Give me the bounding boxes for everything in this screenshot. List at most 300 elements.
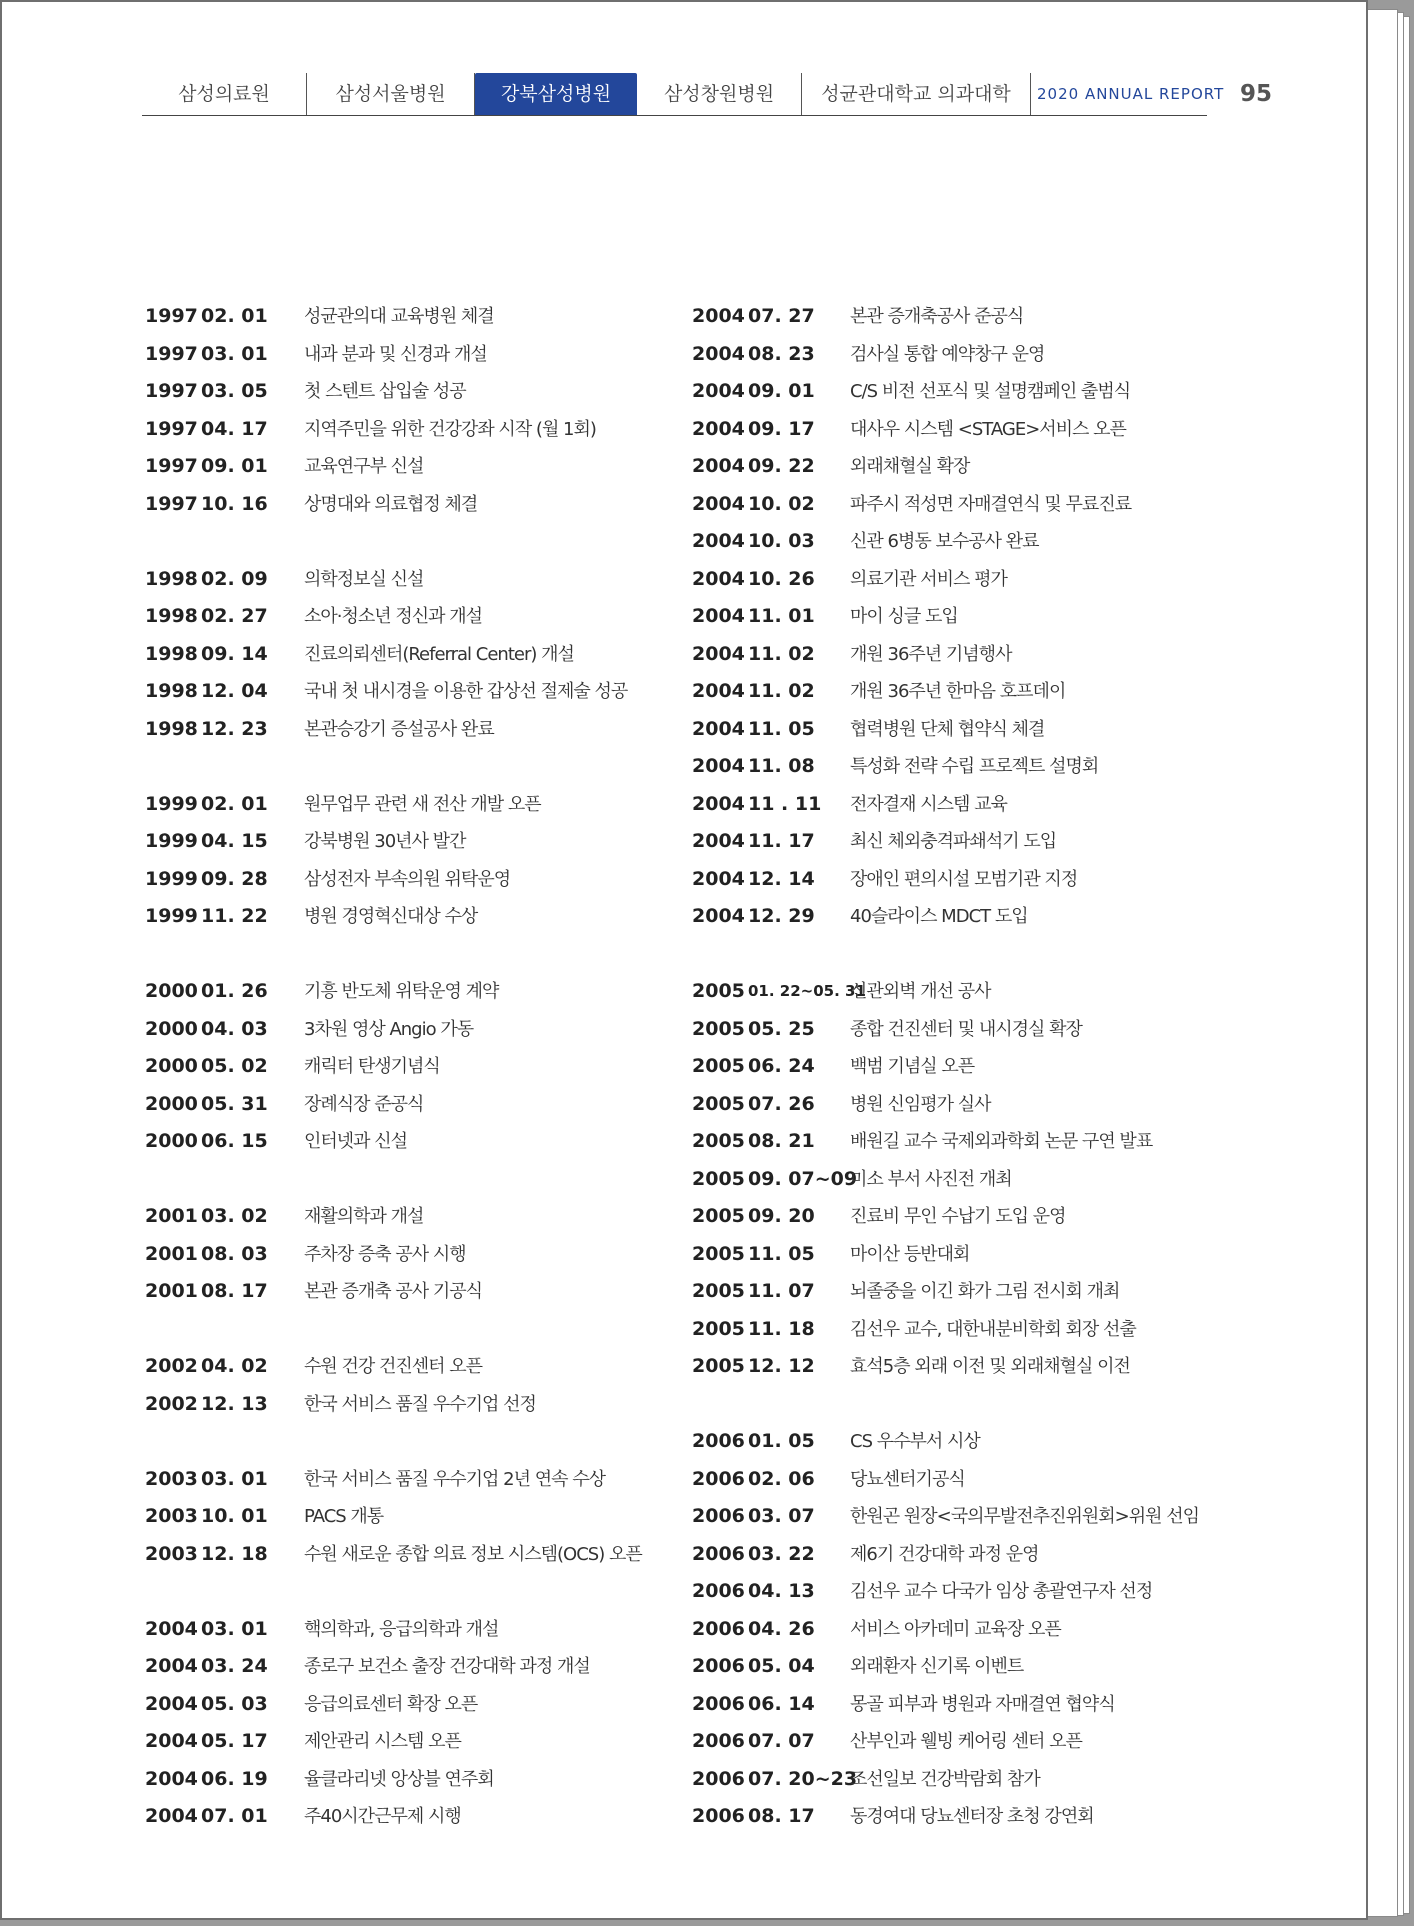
timeline-entry bbox=[692, 1798, 1252, 1836]
entry-year: 2005 bbox=[692, 1317, 745, 1340]
entry-year: 2006 bbox=[692, 1692, 745, 1715]
timeline-entry bbox=[692, 1348, 1252, 1386]
entry-year: 2004 bbox=[692, 417, 745, 440]
entry-date: 09. 28 bbox=[201, 867, 268, 890]
timeline-entry bbox=[145, 1611, 675, 1649]
entry-date: 07. 27 bbox=[748, 305, 815, 327]
tab-samsung-seoul-hospital[interactable]: 삼성서울병원 bbox=[307, 73, 475, 115]
entry-date: 01. 26 bbox=[201, 980, 268, 1002]
entry-event: 검사실 통합 예약창구 운영 bbox=[850, 343, 1045, 365]
entry-year: 2004 bbox=[692, 717, 745, 740]
entry-year: 2002 bbox=[145, 1392, 198, 1415]
entry-year: 2006 bbox=[692, 1730, 745, 1752]
entry-event: 한국 서비스 품질 우수기업 2년 연속 수상 bbox=[304, 1468, 605, 1490]
entry-year: 1999 bbox=[145, 830, 198, 852]
entry-year: 2006 bbox=[692, 1617, 745, 1640]
entry-year: 2004 bbox=[692, 830, 745, 852]
entry-event: 3차원 영상 Angio 가동 bbox=[304, 1018, 474, 1040]
entry-date: 11. 02 bbox=[748, 642, 815, 665]
timeline-entry bbox=[692, 748, 1252, 786]
entry-year: 2002 bbox=[145, 1355, 198, 1377]
entry-year: 1998 bbox=[145, 717, 198, 740]
entry-year: 2001 bbox=[145, 1205, 198, 1227]
entry-date: 11. 22 bbox=[201, 905, 268, 927]
entry-date: 09. 17 bbox=[748, 417, 815, 440]
entry-year: 2004 bbox=[145, 1692, 198, 1715]
timeline-entry bbox=[692, 1161, 1252, 1199]
entry-year: 2004 bbox=[692, 867, 745, 890]
entry-event: 응급의료센터 확장 오픈 bbox=[304, 1693, 478, 1715]
entry-year: 2004 bbox=[692, 642, 745, 665]
entry-year: 2006 bbox=[692, 1655, 745, 1677]
timeline-entry bbox=[692, 711, 1252, 749]
entry-date: 05. 17 bbox=[201, 1730, 268, 1752]
timeline-entry bbox=[692, 1686, 1252, 1724]
entry-year: 2006 bbox=[692, 1467, 745, 1490]
entry-year: 2004 bbox=[692, 792, 745, 815]
timeline-spacer bbox=[145, 1573, 675, 1611]
timeline-entry bbox=[145, 336, 675, 374]
timeline-entry bbox=[145, 973, 675, 1011]
entry-date: 07. 26 bbox=[748, 1092, 815, 1115]
entry-event: C/S 비전 선포식 및 설명캠페인 출범식 bbox=[850, 381, 1131, 402]
timeline-entry bbox=[145, 1798, 675, 1836]
entry-year: 2004 bbox=[692, 755, 745, 777]
entry-event: 최신 체외충격파쇄석기 도입 bbox=[850, 831, 1057, 852]
entry-year: 2004 bbox=[692, 342, 745, 365]
entry-year: 1998 bbox=[145, 680, 198, 702]
timeline-entry bbox=[692, 598, 1252, 636]
entry-date: 01. 22~05. 31 bbox=[748, 982, 866, 1000]
entry-date: 04. 26 bbox=[748, 1617, 815, 1640]
entry-event: 수원 건강 건진센터 오픈 bbox=[304, 1356, 483, 1377]
entry-year: 2004 bbox=[145, 1805, 198, 1827]
entry-event: 첫 스텐트 삽입술 성공 bbox=[304, 381, 466, 402]
entry-date: 09. 01 bbox=[748, 380, 815, 402]
entry-year: 2005 bbox=[692, 1167, 745, 1190]
entry-year: 1997 bbox=[145, 455, 198, 477]
timeline-spacer bbox=[145, 1161, 675, 1199]
entry-date: 02. 27 bbox=[201, 605, 268, 627]
entry-year: 1998 bbox=[145, 642, 198, 665]
timeline-entry bbox=[692, 823, 1252, 861]
entry-event: 외래채혈실 확장 bbox=[850, 456, 970, 477]
entry-event: 동경여대 당뇨센터장 초청 강연회 bbox=[850, 1806, 1094, 1827]
entry-date: 12. 29 bbox=[748, 905, 815, 927]
entry-year: 2004 bbox=[692, 455, 745, 477]
entry-date: 01. 05 bbox=[748, 1430, 815, 1452]
entry-event: 산부인과 웰빙 케어링 센터 오픈 bbox=[850, 1731, 1082, 1752]
entry-year: 2006 bbox=[692, 1767, 745, 1790]
entry-date: 07. 01 bbox=[201, 1805, 268, 1827]
section-tabs bbox=[142, 73, 1031, 115]
entry-event: 진료의뢰센터(Referral Center) 개설 bbox=[304, 643, 574, 665]
entry-event: 내과 분과 및 신경과 개설 bbox=[304, 343, 487, 365]
timeline-spacer bbox=[145, 523, 675, 561]
entry-year: 2000 bbox=[145, 1017, 198, 1040]
entry-year: 2005 bbox=[692, 1280, 745, 1302]
entry-date: 03. 01 bbox=[201, 1617, 268, 1640]
timeline-entry bbox=[692, 1236, 1252, 1274]
entry-year: 2004 bbox=[692, 530, 745, 552]
entry-date: 11. 17 bbox=[748, 830, 815, 852]
tab-samsung-medical-center[interactable]: 삼성의료원 bbox=[142, 73, 307, 115]
timeline-entry bbox=[145, 598, 675, 636]
entry-date: 05. 25 bbox=[748, 1017, 815, 1040]
entry-date: 03. 24 bbox=[201, 1655, 268, 1677]
entry-date: 05. 02 bbox=[201, 1055, 268, 1077]
entry-event: 진료비 무인 수납기 도입 운영 bbox=[850, 1206, 1066, 1227]
timeline-entry bbox=[692, 298, 1252, 336]
entry-date: 08. 17 bbox=[748, 1805, 815, 1827]
timeline-entry bbox=[145, 1198, 675, 1236]
timeline-entry bbox=[692, 973, 1252, 1011]
entry-year: 1997 bbox=[145, 417, 198, 440]
timeline-entry bbox=[692, 336, 1252, 374]
entry-event: 장애인 편의시설 모범기관 지정 bbox=[850, 868, 1078, 890]
timeline-entry bbox=[145, 1273, 675, 1311]
timeline-entry bbox=[145, 561, 675, 599]
entry-event: 기흥 반도체 위탁운영 계약 bbox=[304, 981, 499, 1002]
timeline-entry bbox=[145, 298, 675, 336]
entry-event: 캐릭터 탄생기념식 bbox=[304, 1056, 440, 1077]
entry-event: 의료기관 서비스 평가 bbox=[850, 568, 1007, 590]
entry-event: 몽골 피부과 병원과 자매결연 협약식 bbox=[850, 1693, 1115, 1715]
entry-date: 07. 20~23 bbox=[748, 1767, 858, 1790]
entry-event: 김선우 교수 다국가 임상 총괄연구자 선정 bbox=[850, 1581, 1153, 1602]
timeline-entry bbox=[692, 1498, 1252, 1536]
entry-year: 1999 bbox=[145, 905, 198, 927]
entry-event: 교육연구부 신설 bbox=[304, 456, 424, 477]
entry-date: 09. 20 bbox=[748, 1205, 815, 1227]
entry-year: 2004 bbox=[145, 1655, 198, 1677]
entry-event: 개원 36주년 한마음 호프데이 bbox=[850, 681, 1066, 702]
timeline-entry bbox=[692, 523, 1252, 561]
page-header bbox=[142, 73, 1277, 117]
timeline-entry bbox=[692, 786, 1252, 824]
entry-event: 율클라리넷 앙상블 연주회 bbox=[304, 1768, 494, 1790]
entry-year: 2004 bbox=[145, 1767, 198, 1790]
entry-event: 미소 부서 사진전 개최 bbox=[850, 1168, 1012, 1190]
entry-year: 2005 bbox=[692, 1017, 745, 1040]
timeline-entry bbox=[692, 1273, 1252, 1311]
timeline-entry bbox=[145, 373, 675, 411]
entry-date: 08. 03 bbox=[201, 1242, 268, 1265]
entry-year: 2004 bbox=[145, 1617, 198, 1640]
entry-event: 성균관의대 교육병원 체결 bbox=[304, 306, 494, 327]
entry-year: 2004 bbox=[692, 380, 745, 402]
entry-year: 2005 bbox=[692, 1130, 745, 1152]
entry-year: 2000 bbox=[145, 1092, 198, 1115]
entry-year: 2004 bbox=[692, 305, 745, 327]
entry-date: 12. 23 bbox=[201, 717, 268, 740]
timeline-entry bbox=[145, 1536, 675, 1574]
timeline-entry bbox=[692, 561, 1252, 599]
entry-date: 11. 05 bbox=[748, 1242, 815, 1265]
timeline-entry bbox=[692, 1086, 1252, 1124]
entry-date: 05. 31 bbox=[201, 1092, 268, 1115]
entry-date: 05. 03 bbox=[201, 1692, 268, 1715]
entry-event: 외래환자 신기록 이벤트 bbox=[850, 1656, 1024, 1677]
entry-event: 뇌졸중을 이긴 화가 그림 전시회 개최 bbox=[850, 1281, 1120, 1302]
timeline-entry bbox=[145, 1123, 675, 1161]
timeline-entry bbox=[145, 486, 675, 524]
timeline-entry bbox=[692, 1611, 1252, 1649]
entry-year: 2001 bbox=[145, 1242, 198, 1265]
timeline-entry bbox=[692, 1761, 1252, 1799]
entry-year: 1997 bbox=[145, 342, 198, 365]
entry-year: 2005 bbox=[692, 980, 745, 1002]
timeline-entry bbox=[145, 1348, 675, 1386]
entry-event: 신관 6병동 보수공사 완료 bbox=[850, 531, 1039, 552]
entry-event: 장례식장 준공식 bbox=[304, 1093, 424, 1115]
entry-date: 03. 02 bbox=[201, 1205, 268, 1227]
entry-event: 주차장 증축 공사 시행 bbox=[304, 1243, 466, 1265]
timeline-entry bbox=[692, 1423, 1252, 1461]
entry-event: 상명대와 의료협정 체결 bbox=[304, 493, 478, 515]
entry-event: 본관승강기 증설공사 완료 bbox=[304, 718, 494, 740]
entry-year: 2006 bbox=[692, 1542, 745, 1565]
entry-year: 2000 bbox=[145, 1130, 198, 1152]
timeline-entry bbox=[692, 861, 1252, 899]
timeline-entry bbox=[145, 1761, 675, 1799]
timeline-entry bbox=[145, 1686, 675, 1724]
entry-date: 04. 15 bbox=[201, 830, 268, 852]
timeline-entry bbox=[145, 1723, 675, 1761]
entry-event: 병원 신임평가 실사 bbox=[850, 1093, 991, 1115]
timeline-entry bbox=[145, 673, 675, 711]
timeline-entry bbox=[692, 1723, 1252, 1761]
timeline-entry bbox=[145, 711, 675, 749]
timeline-entry bbox=[145, 1048, 675, 1086]
entry-event: 인터넷과 신설 bbox=[304, 1131, 408, 1152]
timeline-entry bbox=[692, 373, 1252, 411]
timeline-entry bbox=[692, 673, 1252, 711]
entry-date: 08. 21 bbox=[748, 1130, 815, 1152]
entry-event: 병원 경영혁신대상 수상 bbox=[304, 906, 478, 927]
entry-event: 의학정보실 신설 bbox=[304, 568, 424, 590]
entry-year: 2003 bbox=[145, 1542, 198, 1565]
entry-date: 06. 15 bbox=[201, 1130, 268, 1152]
entry-year: 2006 bbox=[692, 1580, 745, 1602]
entry-event: 협력병원 단체 협약식 체결 bbox=[850, 718, 1045, 740]
timeline-column-right bbox=[692, 298, 1252, 1836]
entry-date: 02. 01 bbox=[201, 305, 268, 327]
entry-year: 2005 bbox=[692, 1205, 745, 1227]
entry-event: 조선일보 건강박람회 참가 bbox=[850, 1768, 1040, 1790]
entry-date: 08. 23 bbox=[748, 342, 815, 365]
timeline-entry bbox=[692, 1048, 1252, 1086]
entry-date: 09. 01 bbox=[201, 455, 268, 477]
tab-kangbuk-samsung-hospital[interactable]: 강북삼성병원 bbox=[475, 73, 637, 115]
entry-date: 10. 03 bbox=[748, 530, 815, 552]
entry-event: 원무업무 관련 새 전산 개발 오픈 bbox=[304, 793, 541, 815]
entry-year: 1999 bbox=[145, 792, 198, 815]
entry-date: 12. 12 bbox=[748, 1355, 815, 1377]
entry-year: 1998 bbox=[145, 605, 198, 627]
entry-date: 10. 16 bbox=[201, 492, 268, 515]
entry-date: 02. 01 bbox=[201, 792, 268, 815]
entry-date: 12. 04 bbox=[201, 680, 268, 702]
timeline-entry bbox=[145, 1011, 675, 1049]
timeline-entry bbox=[692, 1573, 1252, 1611]
entry-event: 한국 서비스 품질 우수기업 선정 bbox=[304, 1393, 536, 1415]
timeline-entry bbox=[145, 823, 675, 861]
entry-date: 12. 18 bbox=[201, 1542, 268, 1565]
timeline-entry bbox=[145, 1461, 675, 1499]
entry-date: 11. 07 bbox=[748, 1280, 815, 1302]
entry-year: 2005 bbox=[692, 1092, 745, 1115]
entry-event: 전자결재 시스템 교육 bbox=[850, 793, 1007, 815]
entry-date: 11. 18 bbox=[748, 1317, 815, 1340]
entry-date: 11. 08 bbox=[748, 755, 815, 777]
entry-date: 11. 05 bbox=[748, 717, 815, 740]
timeline-entry bbox=[692, 411, 1252, 449]
entry-event: 종로구 보건소 출장 건강대학 과정 개설 bbox=[304, 1656, 590, 1677]
timeline-spacer bbox=[145, 1423, 675, 1461]
entry-event: 소아·청소년 정신과 개설 bbox=[304, 606, 483, 627]
timeline-entry bbox=[145, 448, 675, 486]
entry-year: 2001 bbox=[145, 1280, 198, 1302]
timeline-entry bbox=[692, 1461, 1252, 1499]
entry-date: 04. 13 bbox=[748, 1580, 815, 1602]
entry-date: 06. 14 bbox=[748, 1692, 815, 1715]
timeline-spacer bbox=[145, 748, 675, 786]
entry-date: 07. 07 bbox=[748, 1730, 815, 1752]
entry-event: 40슬라이스 MDCT 도입 bbox=[850, 906, 1028, 927]
entry-date: 11 . 11 bbox=[748, 792, 822, 815]
timeline-entry bbox=[145, 861, 675, 899]
entry-year: 2006 bbox=[692, 1805, 745, 1827]
entry-year: 2003 bbox=[145, 1505, 198, 1527]
entry-event: 파주시 적성면 자매결연식 및 무료진료 bbox=[850, 493, 1132, 515]
entry-year: 2000 bbox=[145, 980, 198, 1002]
timeline-entry bbox=[692, 636, 1252, 674]
entry-event: 효석5층 외래 이전 및 외래채혈실 이전 bbox=[850, 1356, 1130, 1377]
entry-year: 2003 bbox=[145, 1467, 198, 1490]
entry-event: 종합 건진센터 및 내시경실 확장 bbox=[850, 1018, 1082, 1040]
entry-year: 2004 bbox=[145, 1730, 198, 1752]
entry-date: 06. 24 bbox=[748, 1055, 815, 1077]
timeline-entry bbox=[692, 1123, 1252, 1161]
entry-year: 2006 bbox=[692, 1505, 745, 1527]
entry-date: 10. 02 bbox=[748, 492, 815, 515]
entry-year: 2006 bbox=[692, 1430, 745, 1452]
report-title: 2020 ANNUAL REPORT bbox=[1037, 85, 1225, 103]
timeline-entry bbox=[692, 1536, 1252, 1574]
entry-year: 2004 bbox=[692, 680, 745, 702]
page-number: 95 bbox=[1240, 81, 1273, 107]
entry-event: 특성화 전략 수립 프로젝트 설명회 bbox=[850, 756, 1099, 777]
entry-year: 1999 bbox=[145, 867, 198, 890]
timeline-entry bbox=[145, 1498, 675, 1536]
entry-date: 04. 02 bbox=[201, 1355, 268, 1377]
entry-date: 03. 01 bbox=[201, 342, 268, 365]
entry-event: 재활의학과 개설 bbox=[304, 1206, 424, 1227]
entry-date: 02. 06 bbox=[748, 1467, 815, 1490]
entry-event: 핵의학과, 응급의학과 개설 bbox=[304, 1618, 499, 1640]
entry-year: 2005 bbox=[692, 1355, 745, 1377]
entry-date: 03. 07 bbox=[748, 1505, 815, 1527]
timeline-entry bbox=[692, 486, 1252, 524]
timeline-entry bbox=[145, 786, 675, 824]
timeline-spacer bbox=[145, 936, 675, 974]
entry-year: 2004 bbox=[692, 905, 745, 927]
entry-date: 12. 13 bbox=[201, 1392, 268, 1415]
timeline-entry bbox=[145, 1086, 675, 1124]
entry-event: 지역주민을 위한 건강강좌 시작 (월 1회) bbox=[304, 418, 596, 440]
timeline-spacer bbox=[145, 1311, 675, 1349]
entry-date: 09. 22 bbox=[748, 455, 815, 477]
entry-event: 강북병원 30년사 발간 bbox=[304, 831, 466, 852]
entry-event: CS 우수부서 시상 bbox=[850, 1431, 980, 1452]
entry-date: 03. 01 bbox=[201, 1467, 268, 1490]
tab-samsung-changwon-hospital[interactable]: 삼성창원병원 bbox=[637, 73, 802, 115]
timeline-entry bbox=[145, 898, 675, 936]
entry-event: 국내 첫 내시경을 이용한 갑상선 절제술 성공 bbox=[304, 681, 628, 702]
entry-date: 10. 26 bbox=[748, 567, 815, 590]
timeline-spacer bbox=[692, 1386, 1252, 1424]
entry-event: 백범 기념실 오픈 bbox=[850, 1056, 975, 1077]
entry-date: 04. 03 bbox=[201, 1017, 268, 1040]
entry-event: 마이 싱글 도입 bbox=[850, 606, 958, 627]
entry-date: 12. 14 bbox=[748, 867, 815, 890]
entry-event: 주40시간근무제 시행 bbox=[304, 1806, 461, 1827]
entry-date: 04. 17 bbox=[201, 417, 268, 440]
entry-event: 제6기 건강대학 과정 운영 bbox=[850, 1543, 1039, 1565]
timeline-entry bbox=[145, 1648, 675, 1686]
entry-event: 제안관리 시스템 오픈 bbox=[304, 1731, 461, 1752]
timeline-entry bbox=[692, 1648, 1252, 1686]
entry-date: 02. 09 bbox=[201, 567, 268, 590]
timeline-entry bbox=[692, 448, 1252, 486]
timeline-entry bbox=[692, 1198, 1252, 1236]
entry-date: 05. 04 bbox=[748, 1655, 815, 1677]
entry-event: 수원 새로운 종합 의료 정보 시스템(OCS) 오픈 bbox=[304, 1543, 642, 1565]
entry-event: 본관 증개축공사 준공식 bbox=[850, 306, 1024, 327]
entry-date: 11. 02 bbox=[748, 680, 815, 702]
timeline-entry bbox=[145, 1236, 675, 1274]
entry-event: 서비스 아카데미 교육장 오픈 bbox=[850, 1618, 1061, 1640]
entry-year: 2005 bbox=[692, 1242, 745, 1265]
entry-event: 개원 36주년 기념행사 bbox=[850, 643, 1012, 665]
entry-year: 2004 bbox=[692, 605, 745, 627]
timeline-entry bbox=[145, 411, 675, 449]
timeline-entry bbox=[692, 898, 1252, 936]
entry-event: 김선우 교수, 대한내분비학회 회장 선출 bbox=[850, 1318, 1136, 1340]
entry-year: 1997 bbox=[145, 492, 198, 515]
entry-year: 2004 bbox=[692, 567, 745, 590]
entry-event: 배원길 교수 국제외과학회 논문 구연 발표 bbox=[850, 1131, 1153, 1152]
header-divider bbox=[142, 115, 1207, 116]
entry-event: PACS 개통 bbox=[304, 1506, 384, 1527]
entry-date: 08. 17 bbox=[201, 1280, 268, 1302]
entry-year: 2004 bbox=[692, 492, 745, 515]
entry-date: 06. 19 bbox=[201, 1767, 268, 1790]
tab-skku-medical-school[interactable]: 성균관대학교 의과대학 bbox=[802, 73, 1031, 115]
timeline-entry bbox=[692, 1311, 1252, 1349]
entry-year: 1997 bbox=[145, 305, 198, 327]
entry-event: 마이산 등반대회 bbox=[850, 1243, 970, 1265]
entry-event: 삼성전자 부속의원 위탁운영 bbox=[304, 868, 511, 890]
timeline-entry bbox=[145, 636, 675, 674]
entry-year: 2000 bbox=[145, 1055, 198, 1077]
entry-date: 09. 14 bbox=[201, 642, 268, 665]
entry-event: 본관 증개축 공사 기공식 bbox=[304, 1281, 483, 1302]
entry-year: 1998 bbox=[145, 567, 198, 590]
entry-year: 2005 bbox=[692, 1055, 745, 1077]
entry-event: 당뇨센터기공식 bbox=[850, 1468, 965, 1490]
